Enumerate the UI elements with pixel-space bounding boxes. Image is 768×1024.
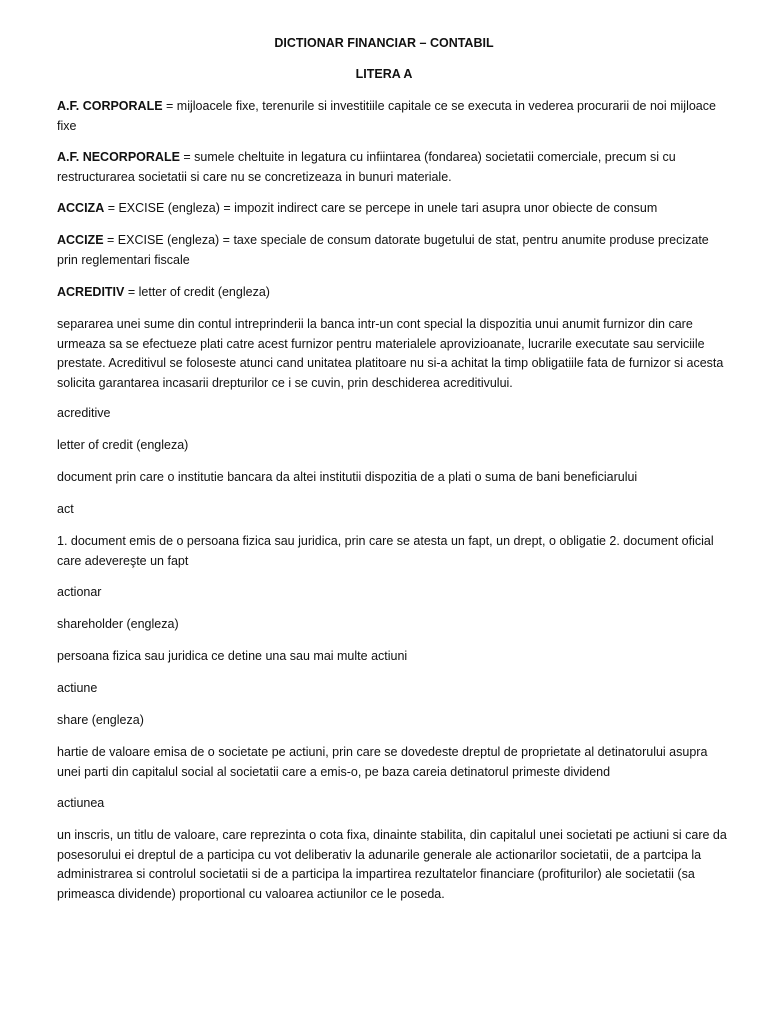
paragraph-definition: 1. document emis de o persoana fizica sau juridica, prin care se atesta un fapt, un drept, o obligatie 2. document oficial care adevereşte un fapt (57, 534, 714, 568)
paragraph-definition: persoana fizica sau juridica ce detine una sau mai multe actiuni (57, 649, 408, 663)
paragraph-headword-actiune: actiune (57, 681, 98, 695)
paragraph-headword-acreditive: acreditive (57, 406, 111, 420)
entry-term: ACCIZA (57, 201, 105, 215)
document-title: DICTIONAR FINANCIAR – CONTABIL (274, 36, 494, 50)
entry-definition: = letter of credit (engleza) (124, 285, 270, 299)
paragraph-translation: letter of credit (engleza) (57, 438, 189, 452)
entry-definition: = mijloacele fixe, terenurile si investitiile capitale ce se executa in vederea procurarii de noi mijloace fixe (57, 99, 716, 133)
paragraph-acreditiv-definition: separarea unei sume din contul intreprinderii la banca intr-un cont special la dispozitia unui anumit furnizor din care urmeaza sa se efectueze plati catre acest furnizor pentru materialele aprovizioanate, lucrarile executate sau serviciile prestate. Acreditivul se foloseste atunci cand unitatea platitoare nu si-a achitat la timp obligatiile fata de furnizor si acesta solicita garantarea incasarii drepturilor ce i se cuvin, prin deschiderea acreditivului. (57, 317, 724, 390)
entry-definition: = sumele cheltuite in legatura cu infiintarea (fondarea) societatii comerciale, precum si cu restructurarea societatii si care nu se concretizeaza in bunuri materiale. (57, 150, 676, 184)
entry-definition: = EXCISE (engleza) = impozit indirect care se percepe in unele tari asupra unor obiecte de consum (104, 201, 658, 215)
entry-term: A.F. CORPORALE (57, 99, 163, 113)
entry-term: ACCIZE (57, 233, 104, 247)
paragraph-headword-actionar: actionar (57, 585, 102, 599)
paragraph-translation: share (engleza) (57, 713, 144, 727)
paragraph-definition: hartie de valoare emisa de o societate pe actiuni, prin care se dovedeste dreptul de proprietate al detinatorului asupra unei parti din capitalul social al societatii care a emis-o, pe baza careia detinatorul primeste dividend (57, 745, 708, 779)
entry-term: A.F. NECORPORALE (57, 150, 180, 164)
paragraph-headword-actiunea: actiunea (57, 796, 105, 810)
entry-accize (57, 231, 727, 270)
entry-af-necorporale (57, 148, 727, 187)
entry-af-corporale (57, 97, 727, 136)
entry-definition: = EXCISE (engleza) = taxe speciale de consum datorate bugetului de stat, pentru anumite produse precizate prin reglementari fiscale (57, 233, 709, 267)
paragraph-definition: document prin care o institutie bancara da altei institutii dispozitia de a plati o suma de bani beneficiarului (57, 470, 638, 484)
entry-acreditiv (57, 283, 727, 303)
entry-acciza (57, 199, 727, 219)
paragraph-translation: shareholder (engleza) (57, 617, 179, 631)
paragraph-headword-act: act (57, 502, 74, 516)
paragraph-definition: un inscris, un titlu de valoare, care reprezinta o cota fixa, dinainte stabilita, din capitalul unei societati pe actiuni si care da posesorului ei dreptul de a participa cu vot deliberativ la adunarile generale ale actionarilor societatii, de a partcipa la administrarea si controlul societatii si de a participa la impartirea rezultatelor financiare (profiturilor) ale societatii (sa primeasca dividende) proportional cu valoarea actiunilor ce le poseda. (57, 828, 727, 901)
entry-term: ACREDITIV (57, 285, 125, 299)
document-subtitle: LITERA A (355, 67, 413, 81)
